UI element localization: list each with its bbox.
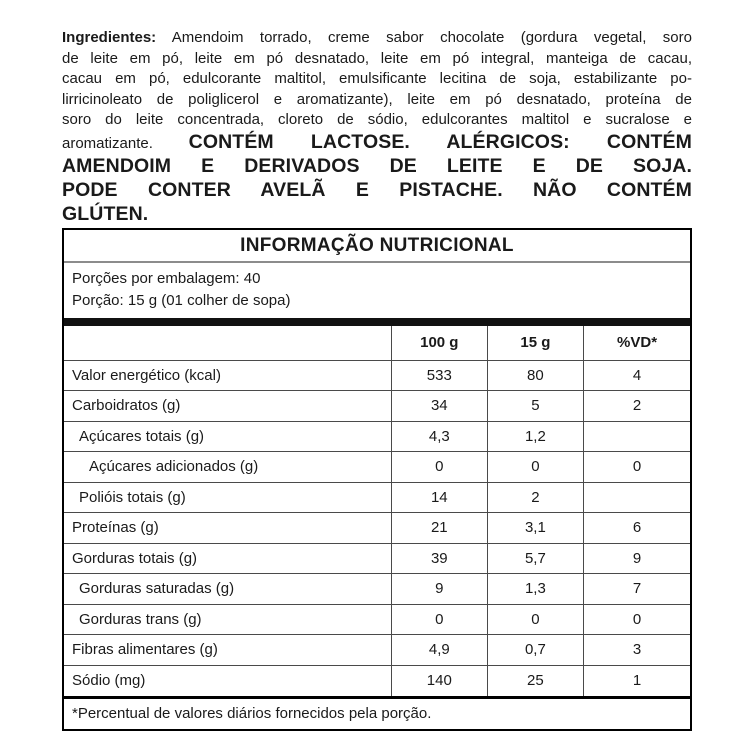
value-15g: 3,1 — [487, 513, 583, 544]
empty-header-cell — [64, 326, 391, 360]
ingredients-label: Ingredientes: — [62, 29, 157, 46]
value-15g: 1,2 — [487, 421, 583, 452]
column-header-15g: 15 g — [487, 326, 583, 360]
ingredients-text: aromatizante. — [62, 134, 189, 152]
value-vd: 2 — [584, 391, 690, 422]
table-row — [64, 482, 690, 513]
value-vd — [584, 421, 690, 452]
column-header-100g: 100 g — [391, 326, 487, 360]
value-100g: 0 — [391, 604, 487, 635]
allergen-statement: GLÚTEN. — [62, 202, 149, 225]
nutrition-table — [62, 228, 692, 731]
nutrient-label: Açúcares adicionados (g) — [64, 452, 391, 483]
table-row — [64, 543, 690, 574]
table-title: INFORMAÇÃO NUTRICIONAL — [64, 230, 690, 263]
ingredients-line-3 — [62, 69, 692, 90]
ingredients-text: lirricinoleato de poliglicerol e aromatizante), leite em pó desnatado, proteína de — [62, 90, 692, 108]
nutrient-label: Valor energético (kcal) — [64, 360, 391, 391]
value-15g: 5,7 — [487, 543, 583, 574]
value-vd: 0 — [584, 604, 690, 635]
nutrition-values-table — [64, 326, 690, 696]
nutrient-label: Gorduras saturadas (g) — [64, 574, 391, 605]
nutrient-label: Açúcares totais (g) — [64, 421, 391, 452]
value-100g: 533 — [391, 360, 487, 391]
table-row — [64, 635, 690, 666]
value-vd: 9 — [584, 543, 690, 574]
value-100g: 21 — [391, 513, 487, 544]
value-vd: 0 — [584, 452, 690, 483]
value-100g: 34 — [391, 391, 487, 422]
value-vd — [584, 482, 690, 513]
nutrient-label: Fibras alimentares (g) — [64, 635, 391, 666]
allergen-line-2 — [62, 155, 692, 179]
value-15g: 25 — [487, 665, 583, 696]
value-15g: 1,3 — [487, 574, 583, 605]
value-100g: 39 — [391, 543, 487, 574]
value-vd: 1 — [584, 665, 690, 696]
servings-info — [64, 263, 690, 318]
header-separator-bar — [64, 318, 690, 326]
allergen-statement: PODE CONTER AVELÃ E PISTACHE. NÃO CONTÉM — [62, 178, 692, 201]
value-vd: 3 — [584, 635, 690, 666]
ingredients-paragraph — [62, 28, 692, 227]
column-header-vd: %VD* — [584, 326, 690, 360]
value-vd: 7 — [584, 574, 690, 605]
value-100g: 4,9 — [391, 635, 487, 666]
ingredients-line-4 — [62, 90, 692, 111]
nutrient-label: Carboidratos (g) — [64, 391, 391, 422]
table-row — [64, 360, 690, 391]
servings-per-package: Porções por embalagem: 40 — [72, 270, 261, 287]
value-100g: 140 — [391, 665, 487, 696]
nutrient-label: Gorduras trans (g) — [64, 604, 391, 635]
value-15g: 0 — [487, 604, 583, 635]
table-row — [64, 574, 690, 605]
value-100g: 9 — [391, 574, 487, 605]
table-row — [64, 452, 690, 483]
ingredients-text: cacau em pó, edulcorante maltitol, emulsificante lecitina de soja, estabilizante po- — [62, 70, 692, 87]
value-15g: 0,7 — [487, 635, 583, 666]
ingredients-text: de leite em pó, leite em pó desnatado, leite em pó integral, manteiga de cacau, — [62, 49, 692, 67]
table-row — [64, 421, 690, 452]
ingredients-line-5 — [62, 110, 692, 131]
allergen-line-4 — [62, 203, 692, 227]
value-15g: 2 — [487, 482, 583, 513]
nutrient-label: Sódio (mg) — [64, 665, 391, 696]
ingredients-text: soro do leite concentrada, cloreto de sódio, edulcorantes maltitol e sucralose e — [62, 111, 692, 128]
allergen-statement: CONTÉM LACTOSE. ALÉRGICOS: CONTÉM — [188, 130, 693, 153]
value-100g: 14 — [391, 482, 487, 513]
value-15g: 0 — [487, 452, 583, 483]
table-row — [64, 665, 690, 696]
footnote: *Percentual de valores diários fornecidos pela porção. — [64, 696, 690, 729]
value-vd: 4 — [584, 360, 690, 391]
ingredients-line-2 — [62, 49, 692, 70]
nutrient-label: Polióis totais (g) — [64, 482, 391, 513]
ingredients-line-1 — [62, 28, 692, 49]
value-100g: 0 — [391, 452, 487, 483]
value-100g: 4,3 — [391, 421, 487, 452]
table-row — [64, 604, 690, 635]
value-15g: 5 — [487, 391, 583, 422]
table-row — [64, 513, 690, 544]
value-15g: 80 — [487, 360, 583, 391]
ingredients-line-6 — [62, 131, 692, 155]
column-header-row — [64, 326, 690, 360]
value-vd: 6 — [584, 513, 690, 544]
serving-size: Porção: 15 g (01 colher de sopa) — [72, 291, 291, 309]
ingredients-text: Amendoim torrado, creme sabor chocolate (gordura vegetal, soro — [156, 29, 692, 46]
table-row — [64, 391, 690, 422]
nutrient-label: Proteínas (g) — [64, 513, 391, 544]
allergen-line-3 — [62, 179, 692, 203]
nutrient-label: Gorduras totais (g) — [64, 543, 391, 574]
allergen-statement: AMENDOIM E DERIVADOS DE LEITE E DE SOJA. — [62, 154, 692, 177]
